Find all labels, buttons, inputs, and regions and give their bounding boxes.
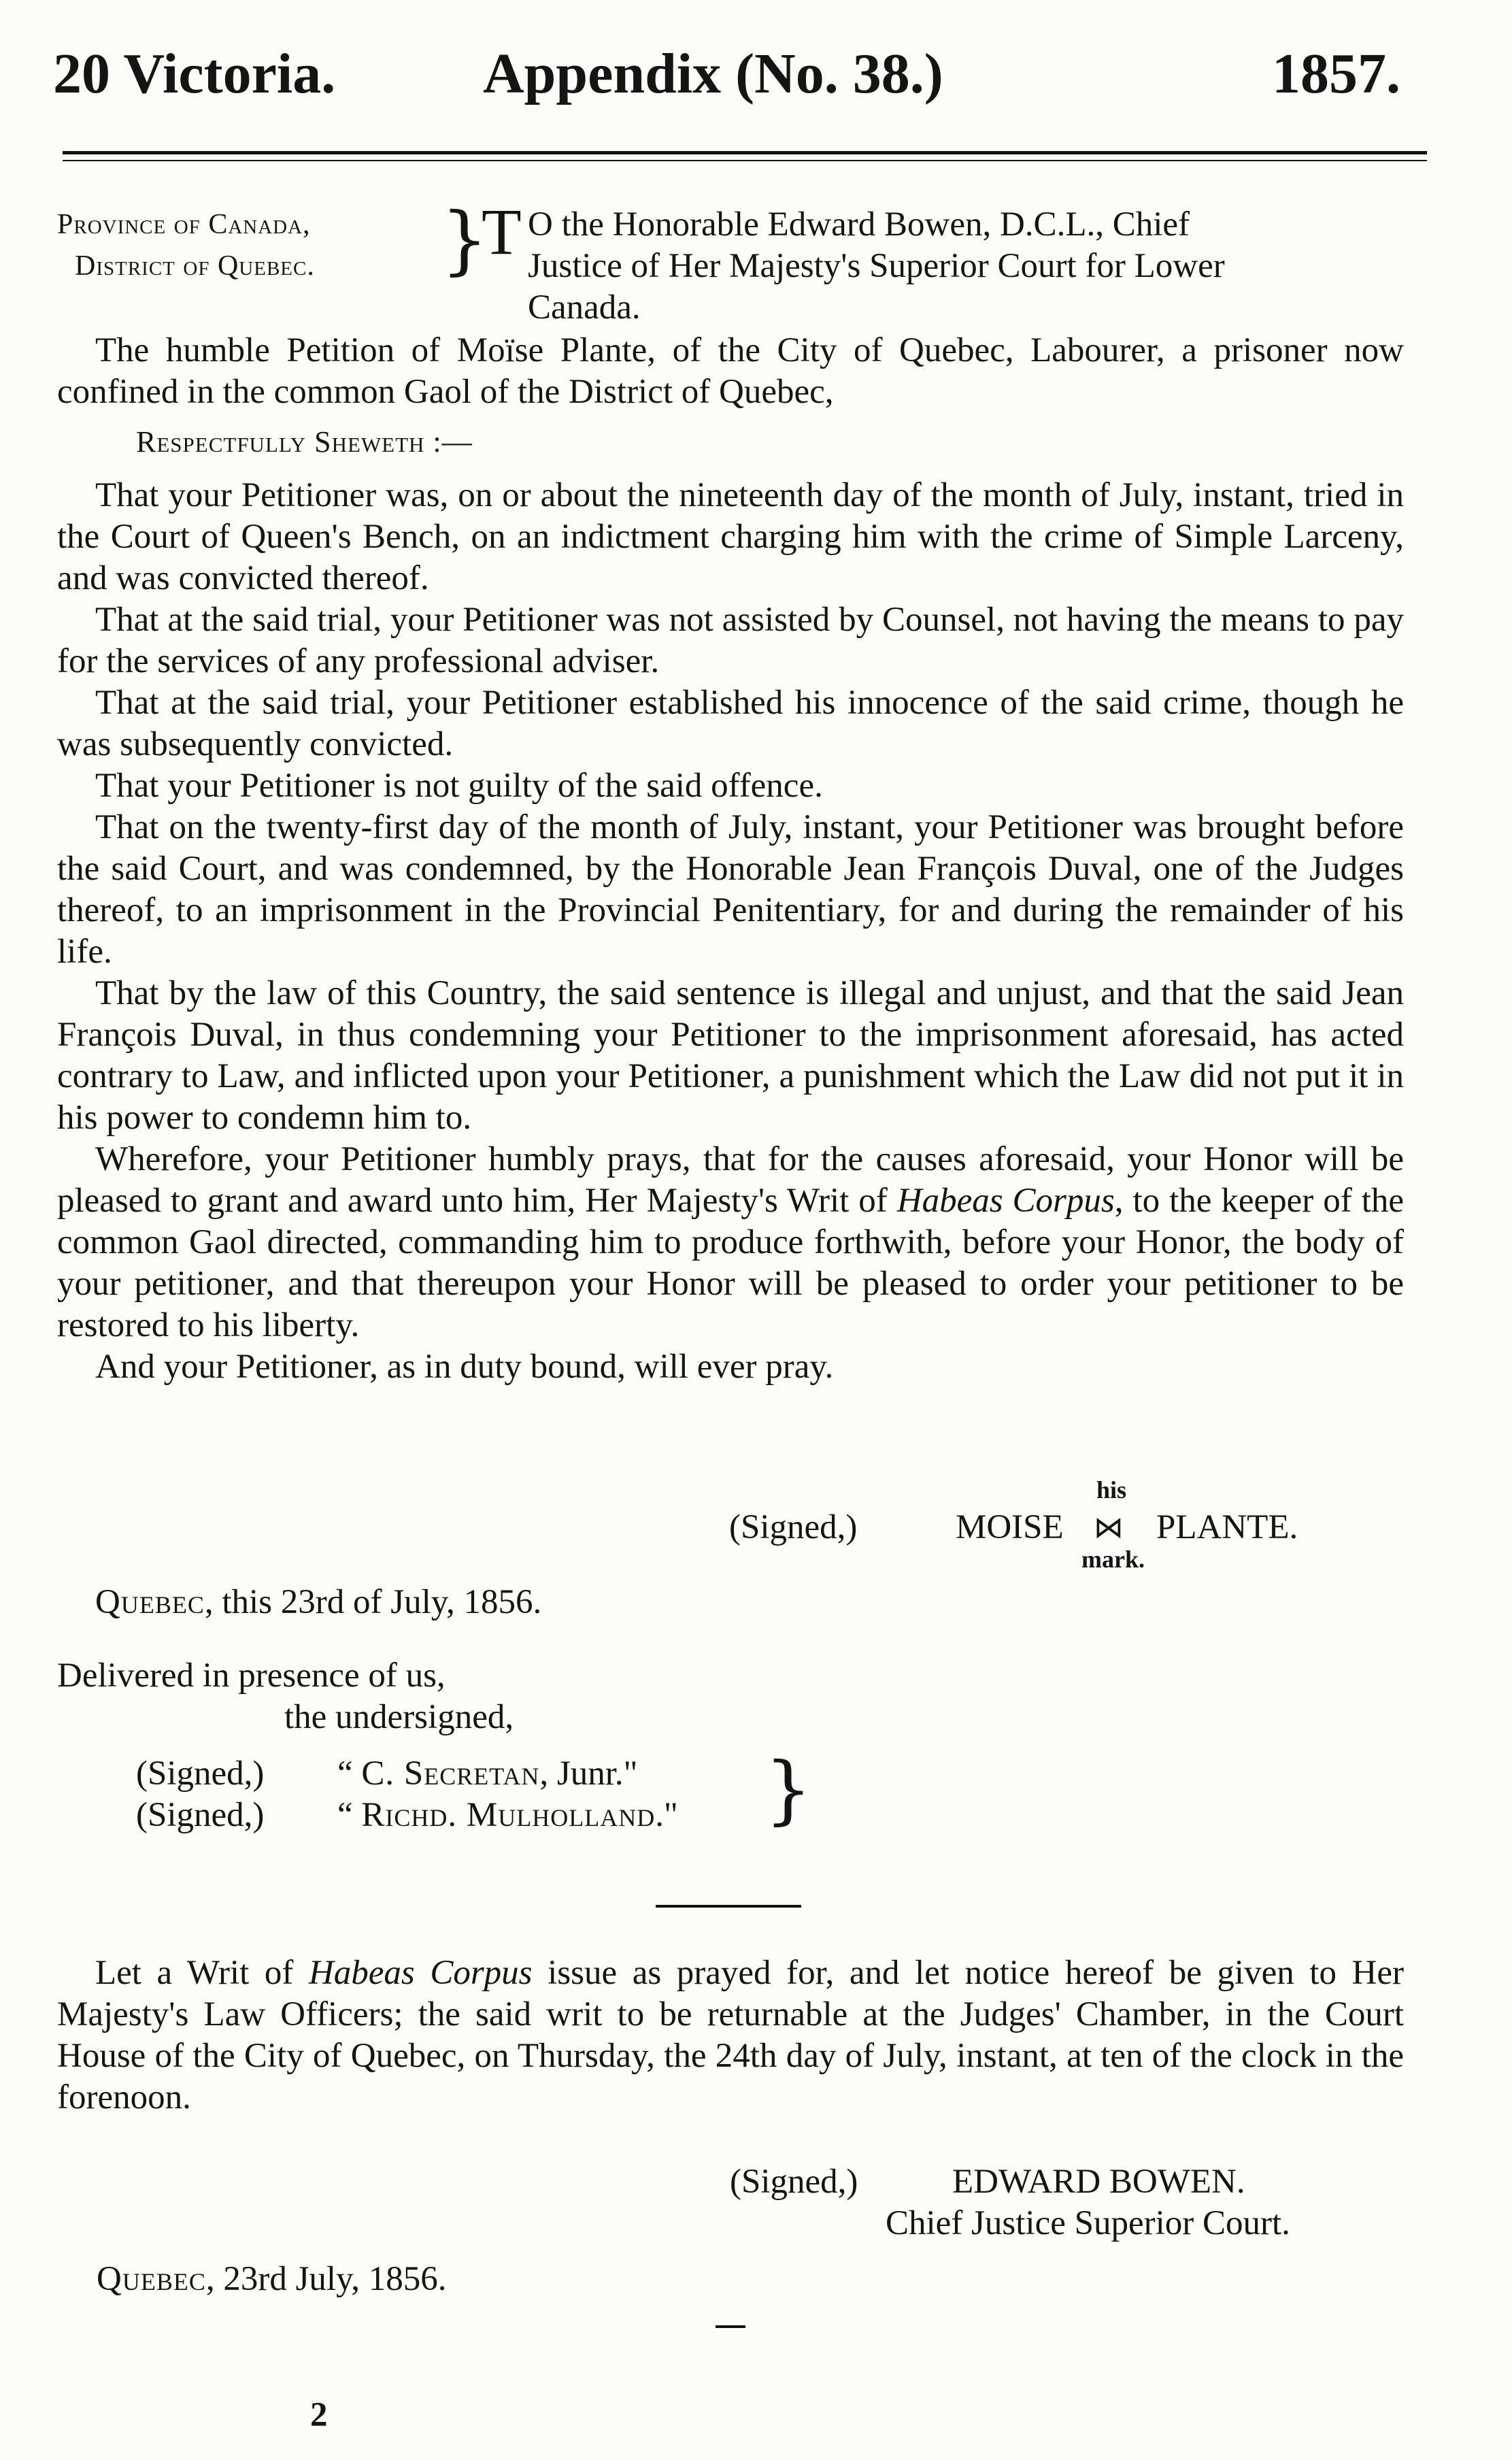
witness-name: “ Richd. Mulholland." xyxy=(337,1796,678,1834)
header-year: 1857. xyxy=(1272,42,1400,105)
signature-signed: (Signed,) xyxy=(729,1508,858,1546)
petition-paragraph: That your Petitioner is not guilty of the said offence. xyxy=(95,767,823,805)
witness-name-rest: , Junr." xyxy=(539,1755,638,1793)
petition-sheweth: Respectfully Sheweth :— xyxy=(136,425,473,459)
dateline-place: Quebec xyxy=(97,2260,206,2298)
dateline-order xyxy=(97,2259,447,2300)
witness-brace: } xyxy=(765,1746,812,1833)
witness-signed: (Signed,) xyxy=(136,1755,265,1793)
prayer-text-a: Wherefore, your Petitioner humbly prays, that for the causes aforesaid, your Honor will be pleased to grant and award unto him, Her Majesty's Writ of xyxy=(57,1140,1404,1220)
signature-name-first: MOISE xyxy=(956,1508,1064,1546)
order-judge-name: EDWARD BOWEN. xyxy=(952,2163,1245,2201)
header-rule-thin xyxy=(63,160,1427,161)
running-header xyxy=(0,41,1512,116)
petition-paragraph: That at the said trial, your Petitioner established his innocence of the said crime, though he was subsequently convicted. xyxy=(57,684,1404,763)
addressee-line-2: Justice of Her Majesty's Superior Court for Lower xyxy=(528,247,1225,285)
order-text xyxy=(57,1952,1404,2118)
judge-order xyxy=(57,1952,1404,2118)
dateline-text: , 23rd July, 1856. xyxy=(205,2260,447,2298)
witness-name-sc: C. Secretan xyxy=(361,1755,540,1793)
signature-name-last: PLANTE. xyxy=(1156,1508,1298,1546)
dateline-petition xyxy=(95,1582,541,1623)
petition-paragraph: That your Petitioner was, on or about the nineteenth day of the month of July, instant, tried in the Court of Queen's Bench, on an indictment charging him with the crime of Simple Larceny, and was convicted thereof. xyxy=(57,476,1404,597)
witness-intro: Delivered in presence of us, xyxy=(57,1657,446,1695)
dateline-place: Quebec xyxy=(95,1583,205,1621)
order-text-b: issue as prayed for, and let notice hereof be given to Her Majesty's Law Officers; the said writ to be returnable at the Judges' Chamber, in the Court House of the City of Quebec, on Thursday, the 24th day of July, instant, at ten of the clock in the forenoon. xyxy=(57,1954,1405,2116)
province-line: Province of Canada, xyxy=(57,209,311,240)
witness-name-rest: ." xyxy=(655,1796,678,1834)
signature-his: his xyxy=(1096,1476,1127,1503)
petition-paragraph: That by the law of this Country, the said sentence is illegal and unjust, and that the said Jean François Duval, in thus condemning your Petitioner to the imprisonment aforesaid, has acted contrary to Law, and inflicted upon your Petitioner, a punishment which the Law did not put it in his power to condemn him to. xyxy=(57,974,1404,1137)
addressee-line-1: O the Honorable Edward Bowen, D.C.L., Chief xyxy=(528,205,1190,244)
petition-paragraph: That at the said trial, your Petitioner was not assisted by Counsel, not having the means to pay for the services of any professional adviser. xyxy=(57,601,1404,680)
header-appendix: Appendix (No. 38.) xyxy=(483,42,943,105)
signature-mark: mark. xyxy=(1081,1546,1145,1573)
order-signed: (Signed,) xyxy=(730,2163,858,2201)
dateline-text: , this 23rd of July, 1856. xyxy=(204,1583,542,1621)
order-judge-title: Chief Justice Superior Court. xyxy=(886,2204,1290,2242)
prayer-text-b: , to the keeper of the common Gaol directed, commanding him to produce forthwith, before your Honor, the body of your petitioner, and that thereupon your Honor will be pleased to order your petitioner to be restored to his liberty. xyxy=(57,1182,1405,1344)
page-number: 2 xyxy=(310,2396,328,2434)
address-brace: } xyxy=(441,196,488,283)
dropcap-letter: T xyxy=(482,195,522,268)
witness-signed: (Signed,) xyxy=(136,1796,265,1834)
witness-intro-2: the undersigned, xyxy=(284,1698,514,1736)
order-writ-name: Habeas Corpus xyxy=(308,1954,533,1992)
short-rule xyxy=(716,2325,745,2328)
petition-prayer xyxy=(57,1139,1404,1346)
mark-cross-icon: ⋈ xyxy=(1094,1510,1124,1545)
prayer-writ-name: Habeas Corpus xyxy=(896,1182,1115,1220)
witness-name: “ C. Secretan, Junr." xyxy=(337,1755,638,1793)
petition-closing: And your Petitioner, as in duty bound, will ever pray. xyxy=(95,1348,834,1386)
header-session: 20 Victoria. xyxy=(53,42,336,105)
petition-paragraph: That on the twenty-first day of the month of July, instant, your Petitioner was brought before the said Court, and was condemned, by the Honorable Jean François Duval, one of the Judges thereof, to an imprisonment in the Provincial Penitentiary, for and during the remainder of his life. xyxy=(57,808,1404,971)
addressee-line-3: Canada. xyxy=(528,288,641,327)
order-text-a: Let a Writ of xyxy=(95,1954,309,1992)
district-line: District of Quebec. xyxy=(75,250,315,282)
petition-intro: The humble Petition of Moïse Plante, of the City of Quebec, Labourer, a prisoner now confined in the common Gaol of the District of Quebec, xyxy=(57,331,1404,411)
petition-body xyxy=(57,330,1404,1388)
header-rule-thick xyxy=(63,151,1427,154)
section-separator xyxy=(656,1905,801,1908)
witness-name-sc: Richd. Mulholland xyxy=(361,1796,656,1834)
